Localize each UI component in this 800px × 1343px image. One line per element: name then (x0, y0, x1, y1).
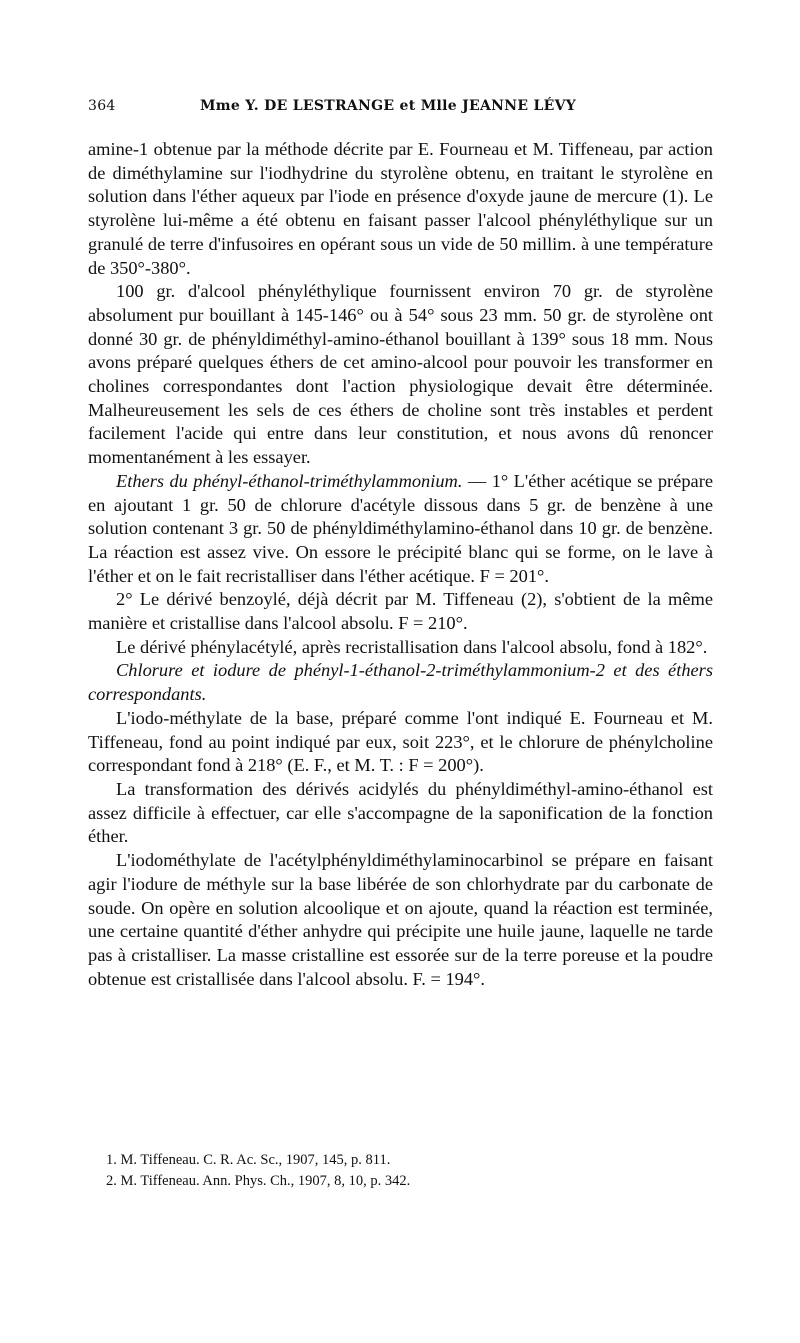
paragraph: L'iodo-méthylate de la base, préparé comme l'ont indiqué E. Fourneau et M. Tiffeneau, fond au point indiqué par eux, soit 223°, et le chlorure de phénylcholine correspondant fond à 218° (E. F., et M. T. : F = 200°). (88, 707, 713, 776)
paragraph-ethers (88, 470, 713, 589)
footnote: 1. M. Tiffeneau. C. R. Ac. Sc., 1907, 145, p. 811. (106, 1152, 391, 1168)
section-heading-ethers: Ethers du phényl-éthanol-triméthylammonium. (116, 470, 463, 491)
paragraph: L'iodométhylate de l'acétylphényldiméthylaminocarbinol se prépare en faisant agir l'iodure de méthyle sur la base libérée de son chlorhydrate par du carbonate de soude. On opère en solution alcoolique et on ajoute, quand la réaction est terminée, une certaine quantité d'éther anhydre qui précipite une huile jaune, laquelle ne tarde pas à cristalliser. La masse cristalline est essorée sur de la terre poreuse et la poudre obtenue est cristallisée dans l'alcool absolu. F. = 194°. (88, 850, 713, 989)
footnotes (88, 1150, 713, 1192)
paragraph: 100 gr. d'alcool phényléthylique fournissent environ 70 gr. de styrolène absolument pur bouillant à 145-146° ou à 54° sous 23 mm. 50 gr. de styrolène ont donné 30 gr. de phényldiméthyl-amino-éthanol bouillant à 139° sous 18 mm. Nous avons préparé quelques éthers de cet amino-alcool pour pouvoir les transformer en cholines correspondantes dont l'action physiologique devait être déterminée. Malheureusement les sels de ces éthers de choline sont très instables et perdent facilement l'acide qui entre dans leur constitution, et nous avons dû renoncer momentanément à les essayer. (88, 281, 713, 468)
footnote: 2. M. Tiffeneau. Ann. Phys. Ch., 1907, 8, 10, p. 342. (106, 1173, 411, 1189)
paragraph: amine-1 obtenue par la méthode décrite par E. Fourneau et M. Tiffeneau, par action de diméthylamine sur l'iodhydrine du styrolène obtenu, en traitant le styrolène en solution dans l'éther aqueux par l'iode en présence d'oxyde jaune de mercure (1). Le styrolène lui-même a été obtenu en faisant passer l'alcool phényléthylique sur un granulé de terre d'infusoires en opérant sous un vide de 50 millim. à une température de 350°-380°. (88, 139, 713, 278)
paragraph: Le dérivé phénylacétylé, après recristallisation dans l'alcool absolu, fond à 182°. (116, 636, 708, 657)
running-title: Mme Y. DE LESTRANGE et Mlle JEANNE LÉVY (200, 98, 577, 114)
paragraph: 2° Le dérivé benzoylé, déjà décrit par M. Tiffeneau (2), s'obtient de la même manière et cristallise dans l'alcool absolu. F = 210°. (88, 589, 713, 634)
paragraph: La transformation des dérivés acidylés du phényldiméthyl-amino-éthanol est assez difficile à effectuer, car elle s'accompagne de la saponification de la fonction éther. (88, 778, 713, 847)
page-number: 364 (88, 98, 116, 114)
section-heading-chlorure: Chlorure et iodure de phényl-1-éthanol-2-triméthylammonium-2 et des éthers correspondants. (88, 660, 713, 705)
running-header (88, 98, 713, 124)
paragraph-text: — 1° L'éther acétique se prépare en ajoutant 1 gr. 50 de chlorure d'acétyle dissous dans 5 gr. de benzène à une solution contenant 3 gr. 50 de phényldiméthylamino-éthanol dans 10 gr. de benzène. La réaction est assez vive. On essore le précipité blanc qui se forme, on le lave à l'éther et on le fait recristalliser dans l'éther acétique. F = 201°. (88, 470, 713, 586)
body-text (88, 138, 713, 991)
